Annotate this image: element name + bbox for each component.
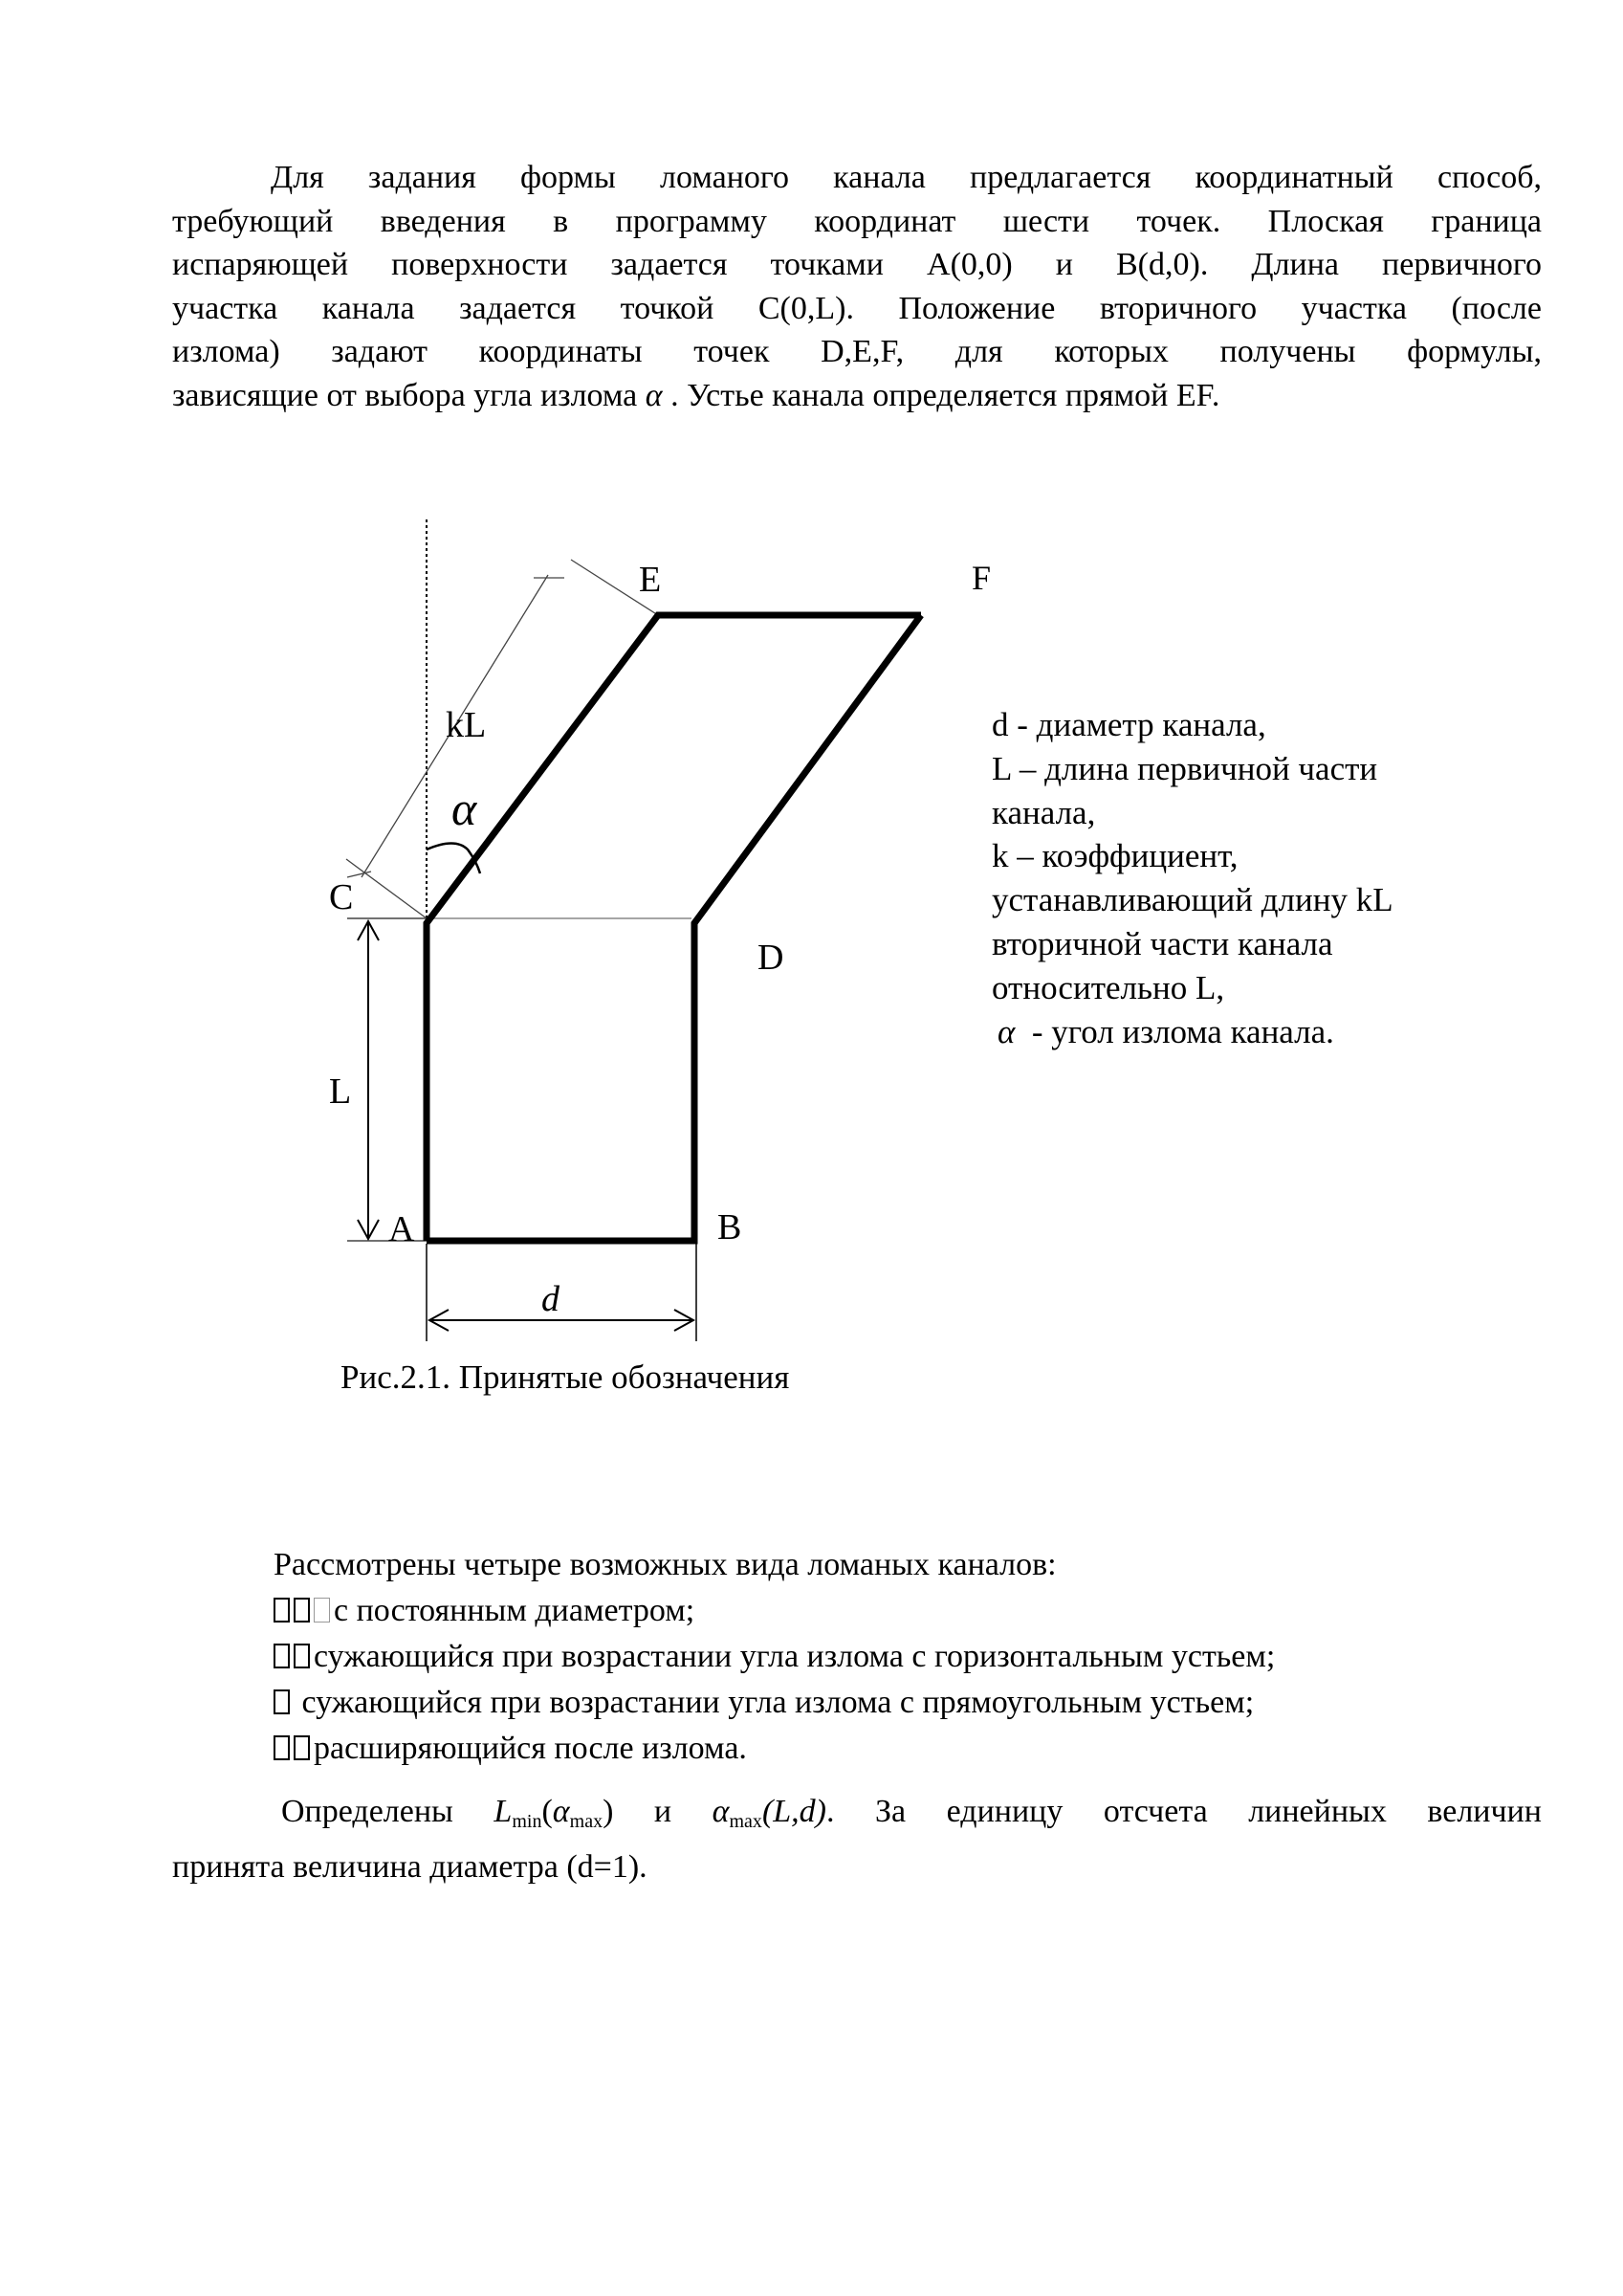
intro-line-6-tail: . Устье канала определяется прямой EF. xyxy=(662,377,1220,413)
intro-line-3: испаряющей поверхности задается точками A(0,0) и B(d,0). Длина первичного xyxy=(172,247,1542,282)
missing-glyph-icon xyxy=(274,1598,290,1623)
kl-ext-c xyxy=(346,859,427,918)
missing-glyph-icon xyxy=(314,1598,330,1623)
figure-caption: Рис.2.1. Принятые обозначения xyxy=(340,1358,790,1396)
paren-open: ( xyxy=(541,1794,553,1829)
alpha-max-subscript: max xyxy=(569,1811,603,1832)
conclusion-text-1: Определены xyxy=(281,1794,494,1829)
conclusion-paragraph xyxy=(172,1789,1542,1890)
intro-line-2: требующий введения в программу координат шести точек. Плоская граница xyxy=(172,203,1542,239)
list-item xyxy=(274,1634,1275,1680)
paren-close: ) xyxy=(603,1794,614,1829)
missing-glyph-icon xyxy=(294,1735,310,1760)
channel-types-intro: Рассмотрены четыре возможных вида ломаных каналов: xyxy=(274,1547,1057,1582)
missing-glyph-icon xyxy=(294,1598,310,1623)
label-c: C xyxy=(329,877,354,917)
intro-line-4: участка канала задается точкой C(0,L). Положение вторичного участка (после xyxy=(172,290,1542,326)
intro-line-1: Для задания формы ломаного канала предлагается координатный способ, xyxy=(271,160,1542,195)
legend-line-7: относительно L, xyxy=(992,968,1225,1006)
legend-line-1: d - диаметр канала, xyxy=(992,706,1266,743)
label-d: D xyxy=(757,938,784,978)
list-item-text: сужающийся при возрастании угла излома с горизонтальным устьем; xyxy=(314,1639,1276,1674)
conclusion-line-1 xyxy=(172,1789,1542,1844)
channel-left-wall xyxy=(427,615,921,1241)
legend-line-6: вторичной части канала xyxy=(992,924,1333,962)
legend-line-8 xyxy=(992,1010,1393,1054)
conclusion-line-2: принята величина диаметра (d=1). xyxy=(172,1849,647,1885)
channel-right-wall xyxy=(427,615,921,1241)
list-item xyxy=(274,1588,1275,1634)
alpha-max-args: (L,d) xyxy=(761,1794,826,1829)
figure-legend xyxy=(992,703,1393,1053)
legend-alpha-text: - угол излома канала. xyxy=(1015,1012,1334,1050)
label-kl: kL xyxy=(446,705,487,745)
intro-line-6-text: зависящие от выбора угла излома xyxy=(172,377,646,413)
conclusion-text-2: . За единицу отсчета линейных величин xyxy=(826,1794,1542,1829)
lmin-letter: L xyxy=(493,1794,513,1829)
legend-line-2: L – длина первичной части xyxy=(992,749,1378,787)
missing-glyph-icon xyxy=(274,1735,290,1760)
list-item-text: с постоянным диаметром; xyxy=(334,1593,695,1628)
alpha-max-symbol: α xyxy=(552,1794,570,1829)
legend-alpha-symbol: α xyxy=(998,1012,1016,1050)
alpha-symbol: α xyxy=(645,377,663,413)
label-f: F xyxy=(972,559,992,597)
lmin-subscript: min xyxy=(512,1811,542,1832)
label-d-dim: d xyxy=(541,1279,559,1319)
list-item xyxy=(274,1680,1275,1726)
missing-glyph-icon xyxy=(274,1689,290,1714)
label-alpha: α xyxy=(451,782,477,835)
intro-line-5: излома) задают координаты точек D,E,F, для которых получены формулы, xyxy=(172,334,1542,369)
legend-line-5: устанавливающий длину kL xyxy=(992,881,1393,919)
list-item xyxy=(274,1726,1275,1772)
lmin-symbol xyxy=(493,1794,542,1832)
alpha-max-subscript-2: max xyxy=(729,1811,762,1832)
list-item-text: сужающийся при возрастании угла излома с прямоугольным устьем; xyxy=(294,1685,1255,1720)
missing-glyph-icon xyxy=(274,1644,290,1668)
legend-line-3: канала, xyxy=(992,793,1096,831)
alpha-max-symbol-2: α xyxy=(712,1794,730,1829)
list-item-text: расширяющийся после излома. xyxy=(314,1731,747,1766)
channel-types-list xyxy=(274,1542,1275,1772)
label-a: A xyxy=(388,1209,415,1249)
label-b: B xyxy=(717,1207,742,1247)
conjunction-and: и xyxy=(613,1794,713,1829)
label-l: L xyxy=(329,1071,352,1112)
missing-glyph-icon xyxy=(294,1644,310,1668)
label-e: E xyxy=(639,560,662,600)
legend-line-4: k – коэффициент, xyxy=(992,837,1239,875)
